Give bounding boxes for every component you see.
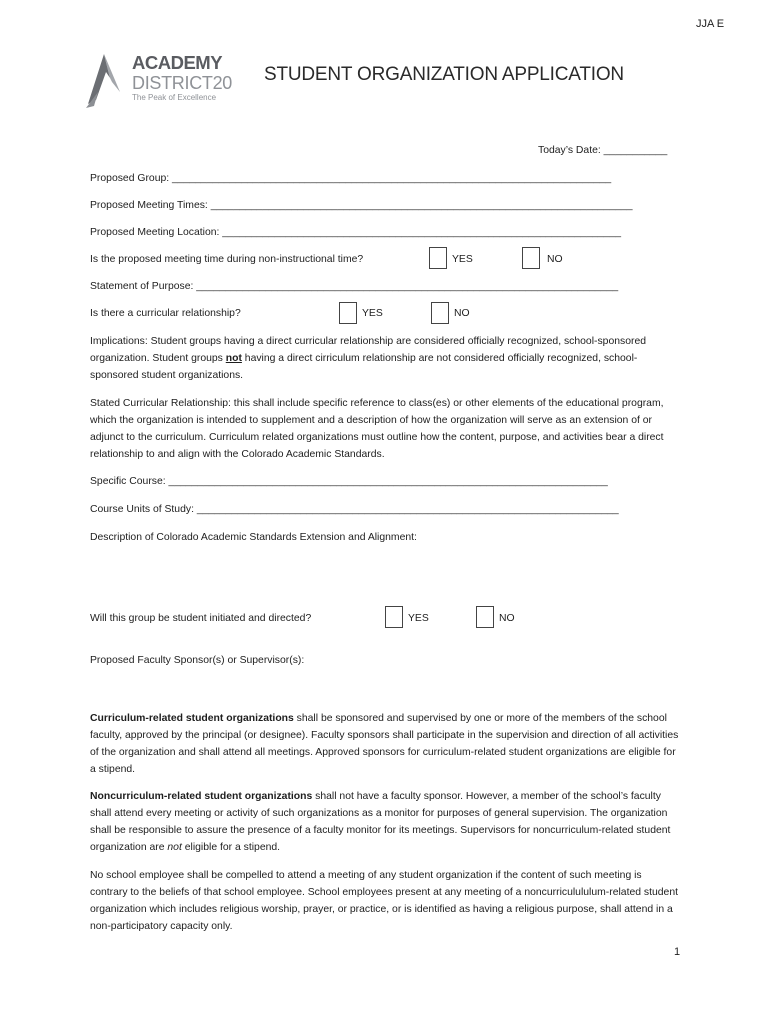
curricular-relationship-question: Is there a curricular relationship? — [90, 308, 241, 319]
standards-description-label: Description of Colorado Academic Standards Extension and Alignment: — [90, 532, 417, 543]
student-initiated-yes-checkbox[interactable] — [385, 606, 403, 628]
curricular-yes-label: YES — [362, 308, 383, 319]
mountain-logo-icon — [86, 52, 130, 108]
course-units-field[interactable]: Course Units of Study: _________________________________________________________________________ — [90, 504, 619, 515]
meeting-location-field[interactable]: Proposed Meeting Location: _____________________________________________________________________ — [90, 227, 622, 238]
specific-course-field[interactable]: Specific Course: ____________________________________________________________________________ — [90, 476, 608, 487]
page-number: 1 — [674, 946, 681, 958]
curriculum-related-paragraph: Curriculum-related student organizations shall be sponsored and supervised by one or more of the members of the school faculty, approved by the principal (or designee). Faculty sponsors shall participate in the supervision and direction of all activities of the organization and shall attend all meetings. Approved sponsors for curriculum-related student organizations are eligible for a stipend. — [90, 713, 679, 775]
logo-district-text: DISTRICT20 — [132, 73, 233, 93]
non-instructional-no-checkbox[interactable] — [522, 247, 540, 269]
non-instructional-no-label: NO — [547, 254, 563, 265]
no-compel-paragraph: No school employee shall be compelled to attend a meeting of any student organization if the content of such meeting is contrary to the beliefs of that school employee. School employees present at any meeting of a noncurriculululum-related student organization which includes religious worship, prayer, or practice, or is identified as having a religious purpose, shall attend in a non-participatory capacity only. — [90, 870, 678, 932]
todays-date-field[interactable]: Today’s Date: ___________ — [538, 145, 668, 156]
implications-paragraph: Implications: Student groups having a direct curricular relationship are considered officially recognized, school-sponsored organization. Student groups not having a direct cirriculum relationship are not considered officially recognized, school-sponsored student organizations. — [90, 336, 647, 381]
non-instructional-question: Is the proposed meeting time during non-instructional time? — [90, 254, 364, 265]
proposed-group-field[interactable]: Proposed Group: ____________________________________________________________________________ — [90, 173, 612, 184]
curricular-no-label: NO — [454, 308, 470, 319]
statement-of-purpose-field[interactable]: Statement of Purpose: _________________________________________________________________________ — [90, 281, 619, 292]
non-instructional-yes-label: YES — [452, 254, 473, 265]
logo-academy-text: ACADEMY — [132, 52, 223, 73]
district-logo — [86, 50, 236, 112]
student-initiated-question: Will this group be student initiated and directed? — [90, 613, 312, 624]
noncurriculum-related-paragraph: Noncurriculum-related student organizations shall not have a faculty sponsor. However, a member of the school’s faculty shall attend every meeting or activity of such organizations as a monitor for purposes of general supervision. The organization shall be responsible to assure the presence of a faculty monitor for its meetings. Supervisors for noncurriculum-related student organization are not eligible for a stipend. — [90, 791, 671, 853]
non-instructional-yes-checkbox[interactable] — [429, 247, 447, 269]
faculty-sponsor-label: Proposed Faculty Sponsor(s) or Supervisor(s): — [90, 655, 305, 666]
student-initiated-yes-label: YES — [408, 613, 429, 624]
page-title: STUDENT ORGANIZATION APPLICATION — [264, 64, 624, 85]
stated-curricular-paragraph: Stated Curricular Relationship: this shall include specific reference to class(es) or other elements of the educational program, which the organization is intended to supplement and a description of how the organization will serve as an extension of or adjunct to the curriculum. Curriculum related organizations must outline how the content, purpose, and activities bear a direct relationship to and align with the Colorado Academic Standards. — [90, 398, 664, 460]
curricular-no-checkbox[interactable] — [431, 302, 449, 324]
student-initiated-no-checkbox[interactable] — [476, 606, 494, 628]
curricular-yes-checkbox[interactable] — [339, 302, 357, 324]
student-initiated-no-label: NO — [499, 613, 515, 624]
logo-tagline: The Peak of Excellence — [132, 93, 217, 102]
document-code: JJA E — [696, 18, 725, 30]
meeting-times-field[interactable]: Proposed Meeting Times: _________________________________________________________________________ — [90, 200, 633, 211]
